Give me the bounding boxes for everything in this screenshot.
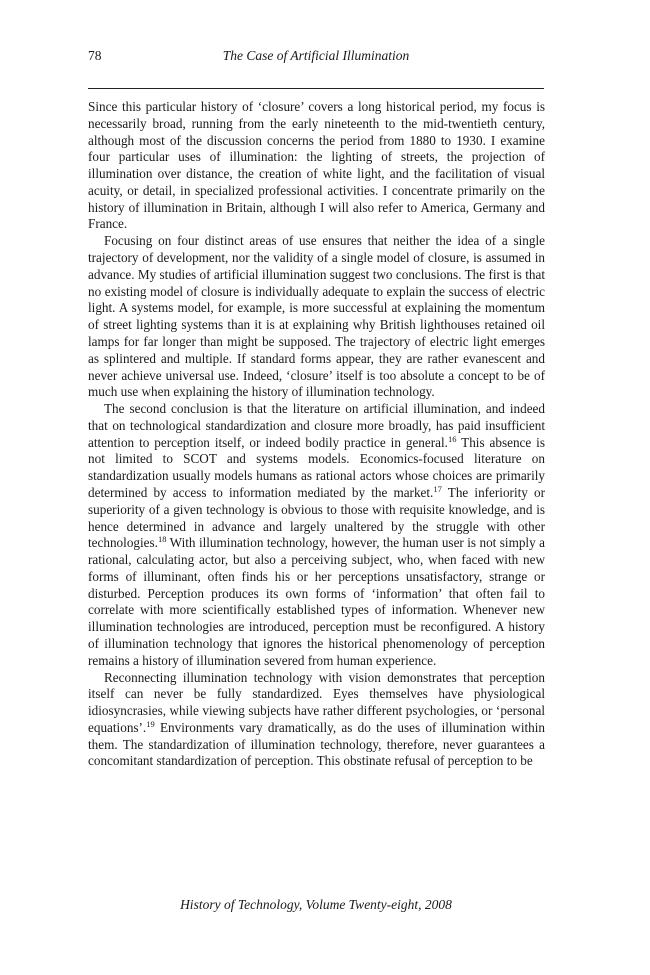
paragraph xyxy=(88,99,545,233)
paragraph-text: This absence is not limited to SCOT and systems models. Economics-focused literature on standardization usually models humans as rational actors whose choices are primarily determined by access to information mediated by the market. xyxy=(88,434,545,500)
running-title: The Case of Artificial Illumination xyxy=(222,48,410,63)
page-footer: History of Technology, Volume Twenty-eight, 2008 xyxy=(180,897,452,912)
header-divider xyxy=(88,88,544,89)
body-text xyxy=(88,99,545,770)
footnote-reference: 19 xyxy=(146,718,155,729)
paragraph-text: Reconnecting illumination technology with vision demonstrates that perception itself can never be fully standardized. Eyes themselves have physiological idiosyncrasies, while viewing subjects have rather different psychologies, or ‘personal equations’. xyxy=(88,669,545,735)
paragraph-text: Focusing on four distinct areas of use ensures that neither the idea of a single trajectory of development, nor the validity of a single model of closure, is assumed in advance. My studies of artificial illumination suggest two conclusions. The first is that no existing model of closure is individually adequate to explain the success of electric light. A systems model, for example, is more successful at explaining the momentum of street lighting systems than it is at explaining why British lighthouses retained oil lamps for far longer than might be supposed. The trajectory of electric light emerges as splintered and multiple. If standard forms appear, they are rather evanescent and never achieve universal use. Indeed, ‘closure’ itself is too absolute a concept to be of much use when explaining the history of illumination technology. xyxy=(88,233,545,400)
paragraph-text: Environments vary dramatically, as do the uses of illumination within them. The standardization of illumination technology, therefore, never guarantees a concomitant standardization of perception. This obstinate refusal of perception to be xyxy=(88,719,545,769)
paragraph xyxy=(88,233,545,401)
paragraph-text: With illumination technology, however, the human user is not simply a rational, calculating actor, but also a perceiving subject, who, when faced with new forms of illuminant, often finds his or her perceptions unsatisfactory, strange or disturbed. Perception produces its own forms of ‘information’ that often fail to correlate with more scientifically established types of information. Whenever new illumination technologies are introduced, perception must be reconfigured. A history of illumination technology that ignores the historical phenomenology of perception remains a history of illumination severed from human experience. xyxy=(88,535,545,668)
page-header xyxy=(88,48,544,70)
paragraph xyxy=(88,401,545,670)
page-number: 78 xyxy=(88,48,102,63)
paragraph-text: The inferiority or superiority of a given technology is obvious to those with requisite knowledge, and is hence determined in advance and largely unaltered by the struggle with other technologies. xyxy=(88,484,545,551)
footnote-reference: 16 xyxy=(447,433,457,444)
paragraph-text: Since this particular history of ‘closure’ covers a long historical period, my focus is necessarily broad, running from the early nineteenth to the mid-twentieth century, although most of the discussion concerns the period from 1880 to 1930. I examine four particular uses of illumination: the lighting of streets, the projection of illumination over distance, the creation of white light, and the facilitation of visual acuity, or detail, in specialized professional activities. I concentrate primarily on the history of illumination in Britain, although I will also refer to America, Germany and France. xyxy=(88,99,545,232)
paragraph-text: The second conclusion is that the literature on artificial illumination, and indeed that on technological standardization and closure more broadly, has paid insufficient attention to perception itself, or indeed bodily practice in general. xyxy=(88,401,545,450)
footnote-reference: 17 xyxy=(433,483,442,494)
footnote-reference: 18 xyxy=(157,534,167,545)
paragraph xyxy=(88,670,545,771)
